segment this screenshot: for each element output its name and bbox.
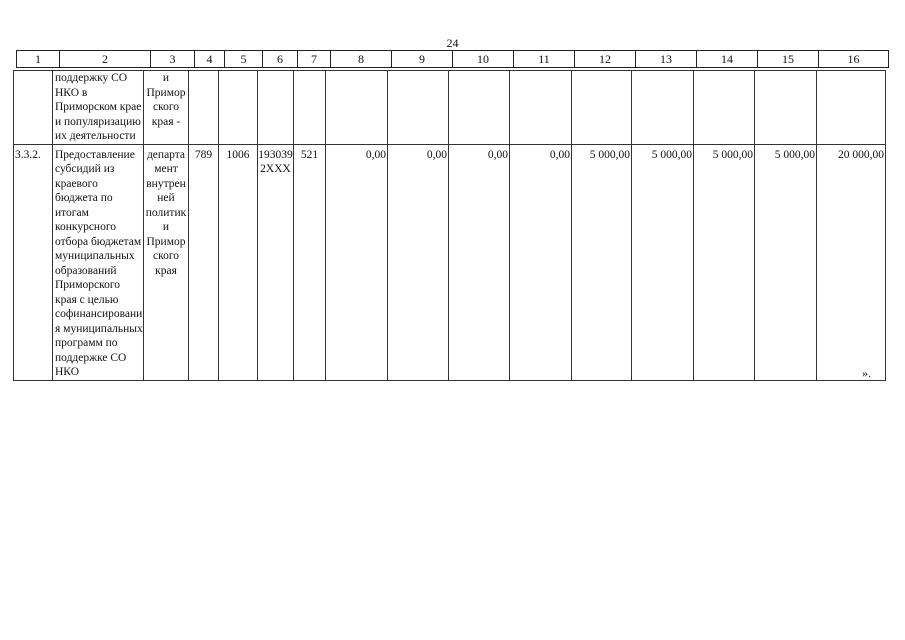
cell-c9: [388, 71, 449, 145]
closing-quote: ».: [862, 366, 871, 380]
header-cell-9: 9: [392, 51, 453, 68]
cell-c6: [258, 71, 294, 145]
page-number: 24: [446, 36, 459, 50]
cell-c4: 789: [189, 144, 219, 380]
row-index: [14, 71, 53, 145]
header-cell-16: 16: [819, 51, 889, 68]
header-cell-1: 1: [17, 51, 60, 68]
cell-c15: 5 000,00: [755, 144, 817, 380]
cell-c14: [694, 71, 755, 145]
cell-c5: [219, 71, 258, 145]
header-cell-2: 2: [60, 51, 151, 68]
header-cell-8: 8: [331, 51, 392, 68]
header-cell-10: 10: [453, 51, 514, 68]
cell-c8: 0,00: [326, 144, 388, 380]
cell-c12: 5 000,00: [572, 144, 632, 380]
cell-c7: [294, 71, 326, 145]
cell-c9: 0,00: [388, 144, 449, 380]
header-cell-15: 15: [758, 51, 819, 68]
cell-c10: 0,00: [449, 144, 510, 380]
header-cell-14: 14: [697, 51, 758, 68]
cell-c8: [326, 71, 388, 145]
header-cell-11: 11: [514, 51, 575, 68]
table-row: [14, 71, 886, 145]
cell-c11: 0,00: [510, 144, 572, 380]
header-cell-13: 13: [636, 51, 697, 68]
header-row: [17, 51, 889, 68]
cell-c5: 1006: [219, 144, 258, 380]
executor: департа мент внутрен ней политик и Примор ского края: [144, 144, 189, 380]
measure-name: поддержку СО НКО в Приморском крае и популяризацию их деятельности: [53, 71, 144, 145]
header-cell-5: 5: [225, 51, 263, 68]
header-cell-12: 12: [575, 51, 636, 68]
column-number-header: [16, 50, 889, 68]
cell-c12: [572, 71, 632, 145]
cell-c16: 20 000,00: [817, 144, 886, 380]
measure-name: Предоставление субсидий из краевого бюджета по итогам конкурсного отбора бюджетам муниципальных образований Приморского края с целью софинансировани я муниципальных программ по поддержке СО НКО: [53, 144, 144, 380]
cell-c11: [510, 71, 572, 145]
cell-c7: 521: [294, 144, 326, 380]
header-cell-7: 7: [298, 51, 331, 68]
cell-c14: 5 000,00: [694, 144, 755, 380]
executor: и Примор ского края -: [144, 71, 189, 145]
cell-c15: [755, 71, 817, 145]
table-row: [14, 144, 886, 380]
cell-c13: [632, 71, 694, 145]
header-cell-4: 4: [195, 51, 225, 68]
row-index: 3.3.2.: [14, 144, 53, 380]
program-table: [13, 70, 886, 381]
cell-c10: [449, 71, 510, 145]
cell-c6: 193039 2XXX: [258, 144, 294, 380]
cell-c13: 5 000,00: [632, 144, 694, 380]
header-cell-3: 3: [151, 51, 195, 68]
header-cell-6: 6: [263, 51, 298, 68]
cell-c16: [817, 71, 886, 145]
cell-c4: [189, 71, 219, 145]
